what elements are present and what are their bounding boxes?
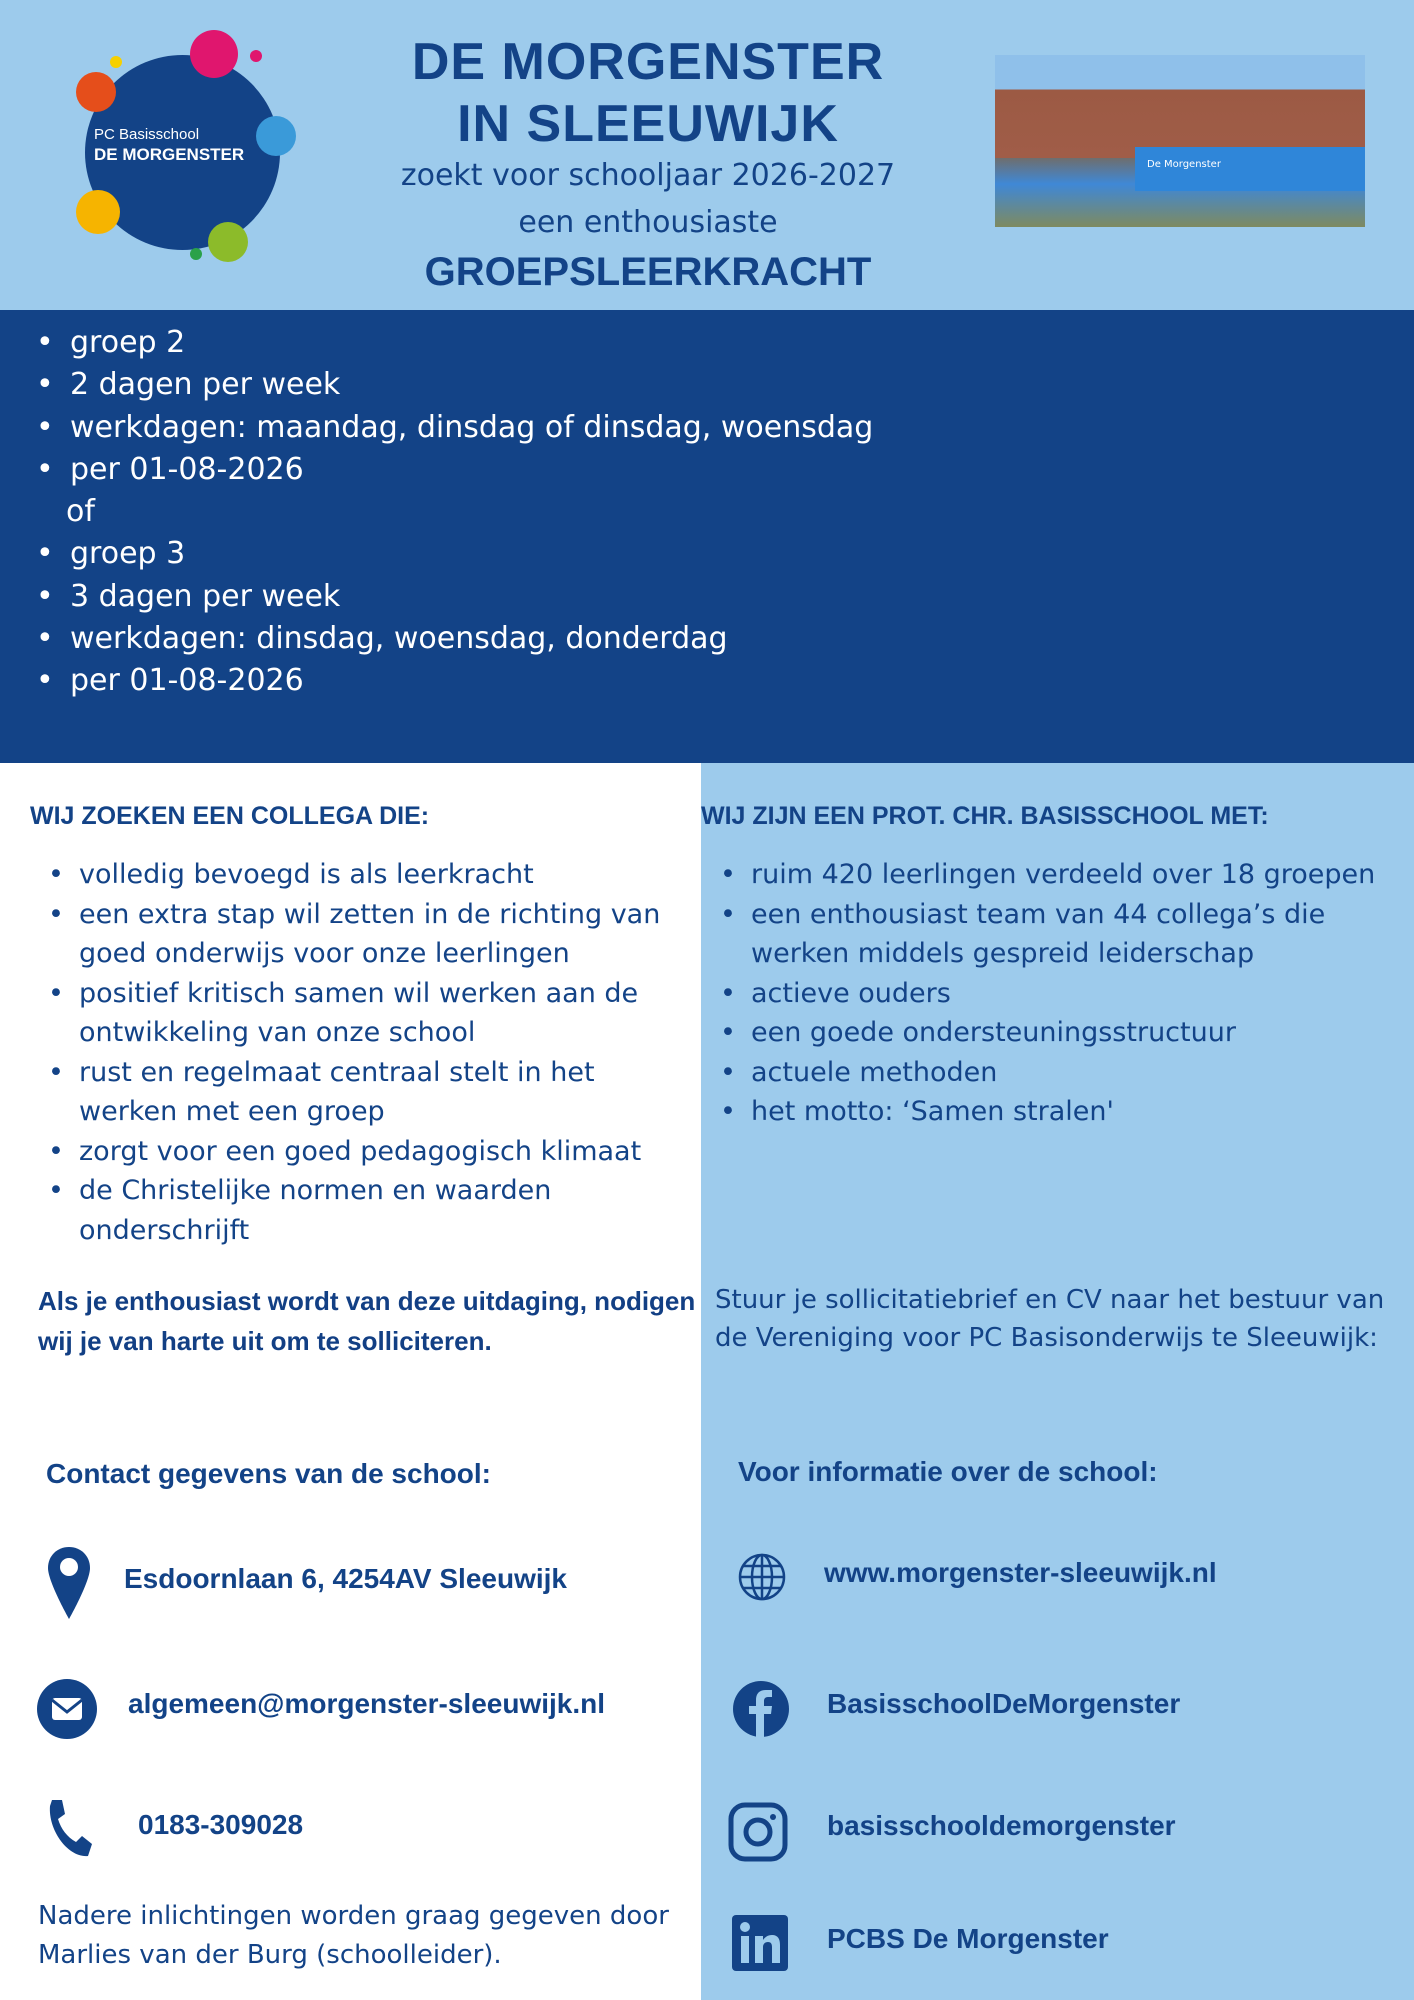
subtitle-line2: een enthousiaste: [518, 205, 778, 240]
facebook-icon: [732, 1680, 790, 1738]
left-heading: WIJ ZOEKEN EEN COLLEGA DIE:: [30, 802, 430, 830]
requirement-item: • een extra stap wil zetten in de richting van goed onderwijs voor onze leerlingen: [34, 895, 684, 974]
position-item: • per 01-08-2026: [36, 660, 873, 702]
location-pin-icon: [46, 1545, 92, 1621]
position-item: • 3 dagen per week: [36, 576, 873, 618]
feature-item: • het motto: ‘Samen stralen': [706, 1092, 1396, 1132]
linkedin-link[interactable]: PCBS De Morgenster: [827, 1923, 1109, 1954]
title-line1: DE MORGENSTER: [411, 33, 885, 91]
right-heading: WIJ ZIJN EEN PROT. CHR. BASISSCHOOL MET:: [701, 802, 1269, 830]
facebook-link[interactable]: BasisschoolDeMorgenster: [827, 1688, 1181, 1719]
linkedin-icon: [732, 1915, 788, 1971]
address-text: Esdoornlaan 6, 4254AV Sleeuwijk: [124, 1563, 567, 1594]
subtitle-line1: zoekt voor schooljaar 2026-2027: [400, 158, 896, 193]
feature-item: • een enthousiast team van 44 collega’s die werken middels gespreid leiderschap: [706, 895, 1396, 974]
phone-icon: [44, 1798, 94, 1860]
email-link[interactable]: algemeen@morgenster-sleeuwijk.nl: [128, 1688, 606, 1719]
school-photo: [995, 55, 1365, 227]
contact-note: Nadere inlichtingen worden graag gegeven door Marlies van der Burg (schoolleider).: [38, 1901, 669, 1970]
requirements-list: [34, 855, 684, 1250]
position-item: • groep 3: [36, 533, 873, 575]
requirement-item: • zorgt voor een goed pedagogisch klimaat: [34, 1132, 684, 1172]
position-item: • 2 dagen per week: [36, 364, 873, 406]
requirement-item: • rust en regelmaat centraal stelt in het werken met een groep: [34, 1053, 684, 1132]
feature-item: • actuele methoden: [706, 1053, 1396, 1093]
apply-text: Stuur je sollicitatiebrief en CV naar het bestuur van de Vereniging voor PC Basisonderwijs te Sleeuwijk:: [715, 1285, 1385, 1353]
position-item: • groep 2: [36, 322, 873, 364]
feature-item: • actieve ouders: [706, 974, 1396, 1014]
positions-list: [36, 322, 873, 703]
info-heading: Voor informatie over de school:: [738, 1456, 1158, 1487]
globe-icon: [737, 1552, 787, 1602]
requirement-item: • positief kritisch samen wil werken aan de ontwikkeling van onze school: [34, 974, 684, 1053]
title-line2: IN SLEEUWIJK: [457, 95, 839, 153]
logo-name: DE MORGENSTER: [94, 145, 245, 164]
contact-heading: Contact gegevens van de school:: [46, 1458, 491, 1489]
position-item: • per 01-08-2026: [36, 449, 873, 491]
phone-text: 0183-309028: [138, 1809, 304, 1840]
call-to-action: Als je enthousiast wordt van deze uitdaging, nodigen wij je van harte uit om te solliciteren.: [38, 1286, 696, 1356]
email-icon: [36, 1678, 98, 1740]
positions-band: [0, 310, 1414, 763]
position-or: of: [66, 494, 95, 530]
position-item: • werkdagen: maandag, dinsdag of dinsdag, woensdag: [36, 407, 873, 449]
logo-text: PC Basisschool: [94, 126, 200, 143]
requirement-item: • volledig bevoegd is als leerkracht: [34, 855, 684, 895]
feature-item: • een goede ondersteuningsstructuur: [706, 1013, 1396, 1053]
position-item: • werkdagen: dinsdag, woensdag, donderdag: [36, 618, 873, 660]
school-features-list: [706, 855, 1396, 1132]
instagram-icon: [728, 1802, 788, 1862]
requirement-item: • de Christelijke normen en waarden onderschrijft: [34, 1171, 684, 1250]
role-title: GROEPSLEERKRACHT: [424, 250, 872, 294]
feature-item: • ruim 420 leerlingen verdeeld over 18 groepen: [706, 855, 1396, 895]
website-link[interactable]: www.morgenster-sleeuwijk.nl: [824, 1557, 1217, 1588]
photo-sign: De Morgenster: [1147, 159, 1221, 170]
instagram-link[interactable]: basisschooldemorgenster: [827, 1810, 1176, 1841]
